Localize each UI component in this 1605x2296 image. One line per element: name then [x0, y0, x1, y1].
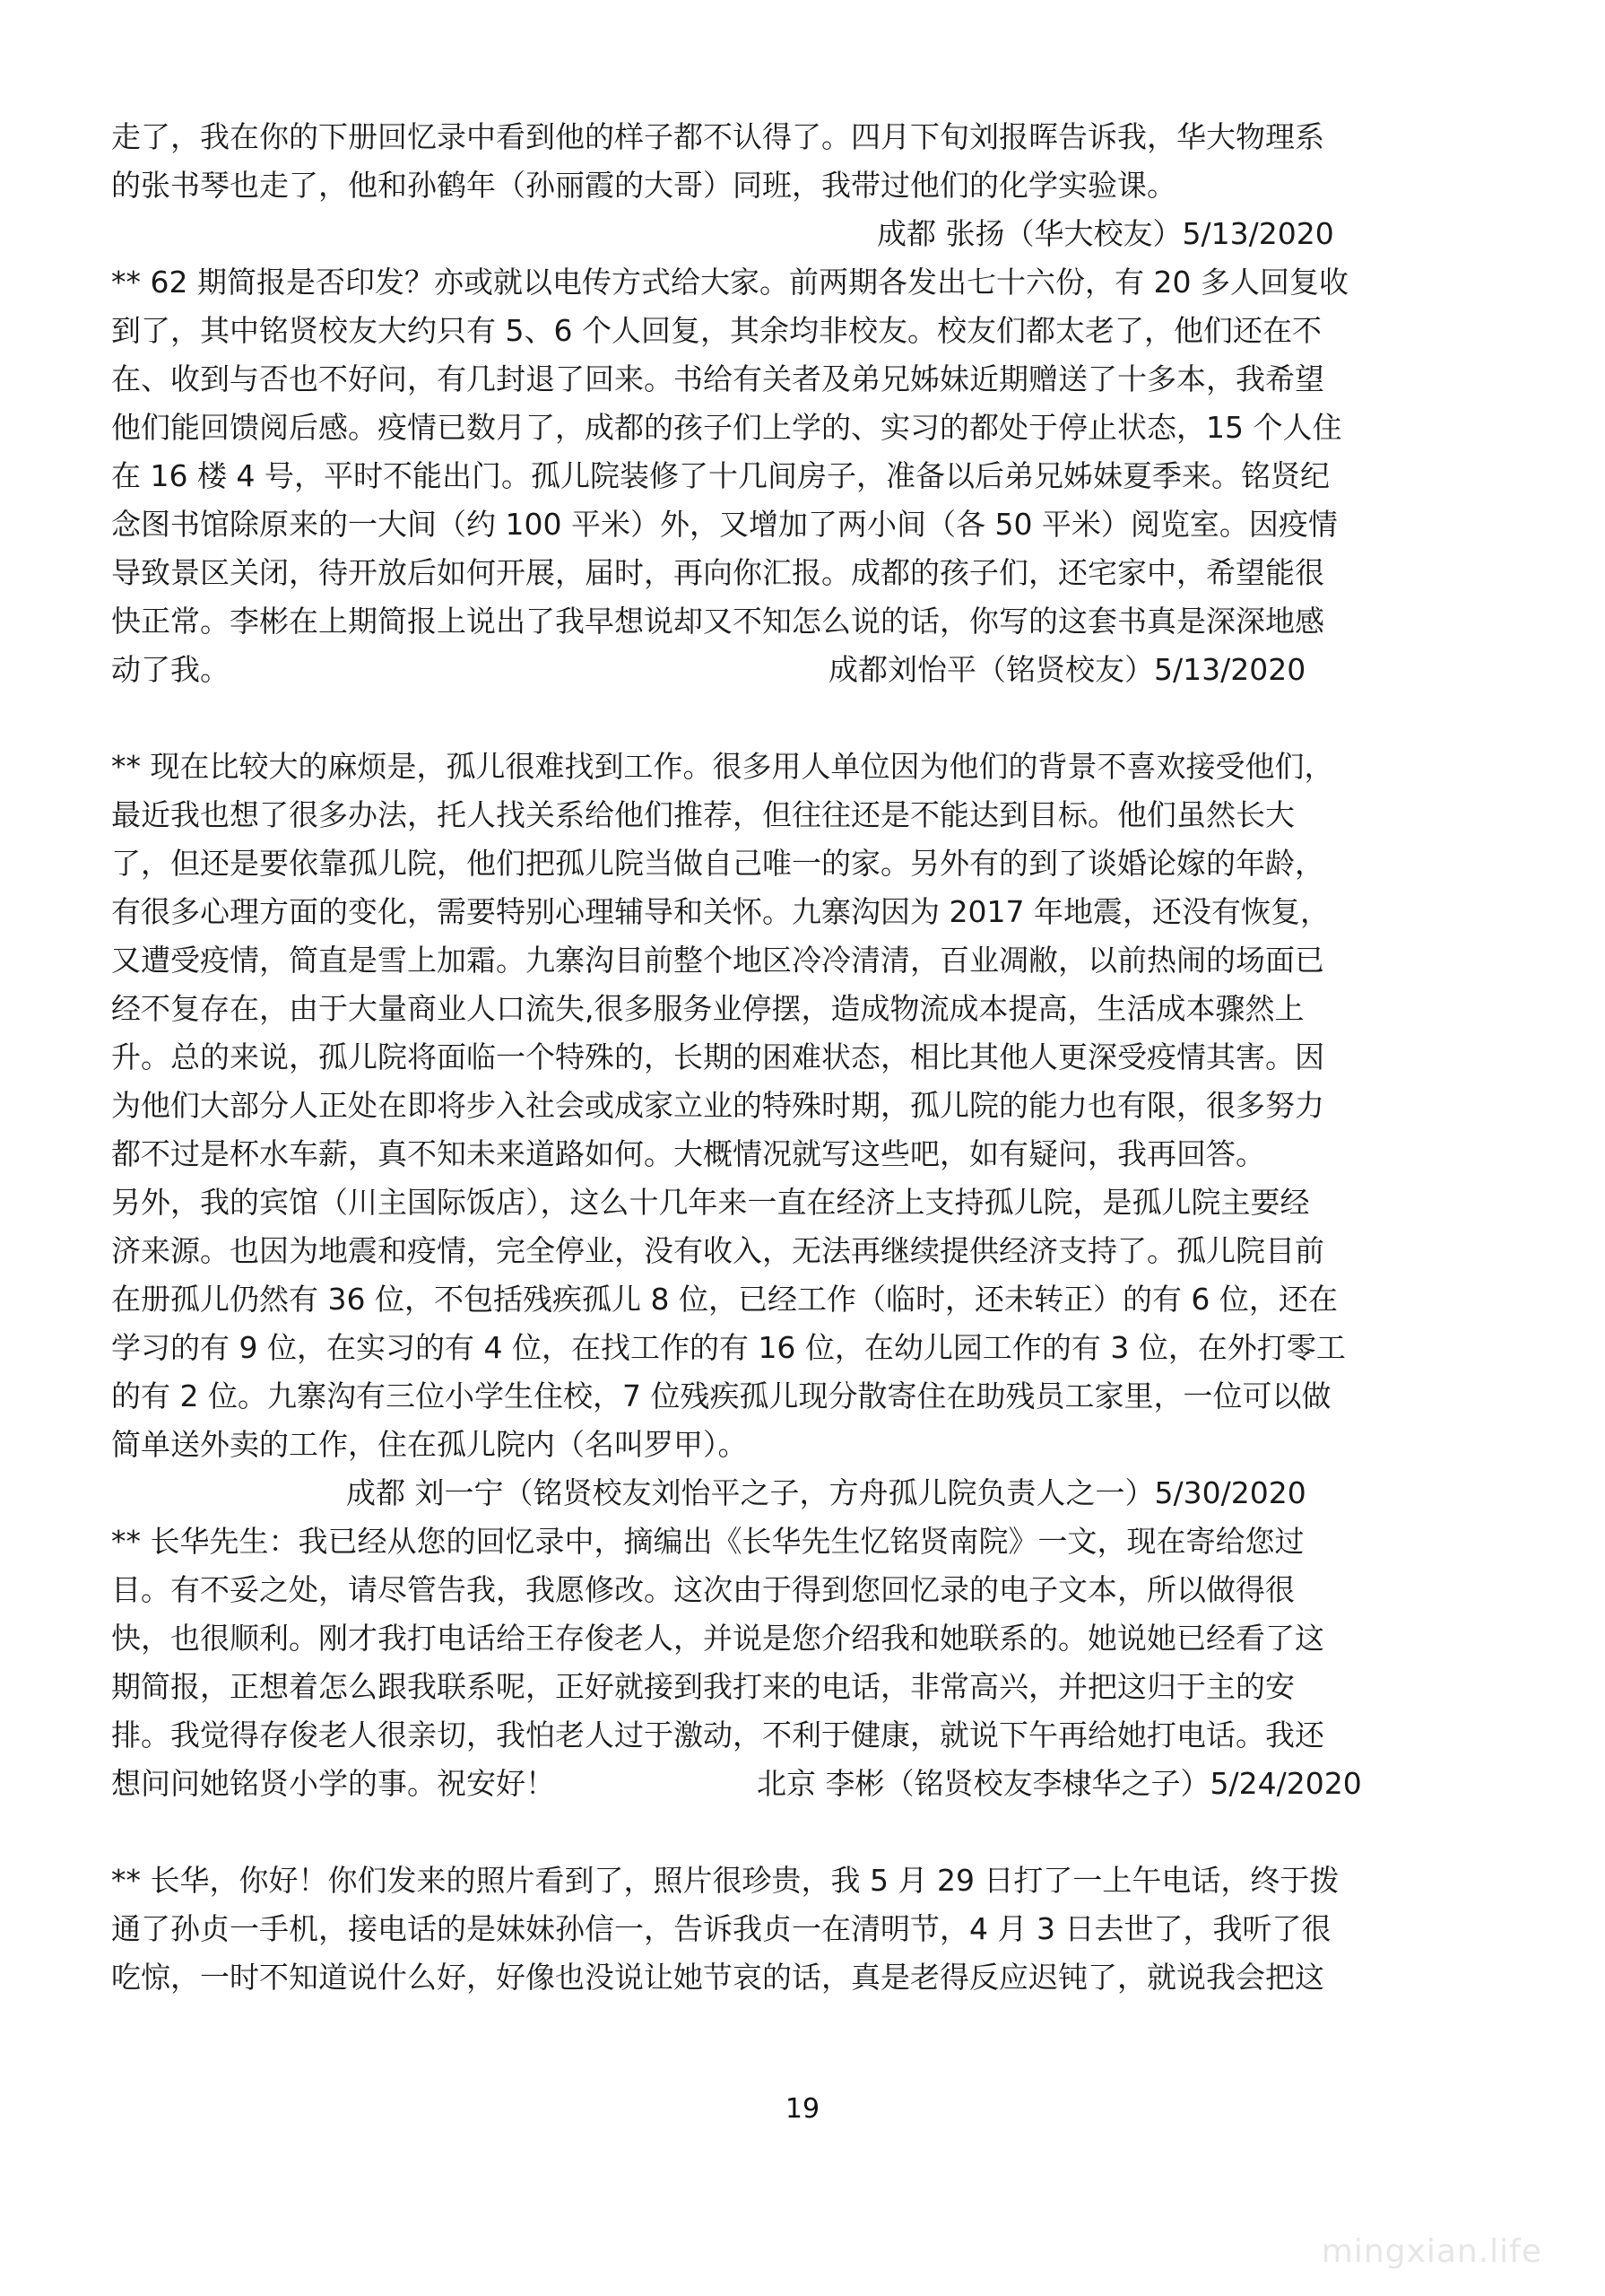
text-line: ** 62 期简报是否印发？亦或就以电传方式给大家。前两期各发出七十六份，有 20 多人回复收 — [111, 265, 1349, 300]
text-line: 的有 2 位。九寨沟有三位小学生住校，7 位残疾孤儿现分散寄住在助残员工家里，一位可以做 — [111, 1378, 1332, 1413]
text-line: 期简报，正想着怎么跟我联系呢，正好就接到我打来的电话，非常高兴，并把这归于主的安 — [111, 1669, 1295, 1704]
text-line-with-signature — [111, 646, 1483, 694]
letter-li-bin — [111, 1518, 1483, 1808]
text-line: 了，但还是要依靠孤儿院，他们把孤儿院当做自己唯一的家。另外有的到了谈婚论嫁的年龄， — [111, 846, 1324, 881]
text-line: 都不过是杯水车薪，真不知未来道路如何。大概情况就写这些吧，如有疑问，我再回答。 — [111, 1136, 1265, 1171]
watermark: mingxian.life — [1321, 2233, 1542, 2270]
text-line: 目。有不妥之处，请尽管告我，我愿修改。这次由于得到您回忆录的电子文本，所以做得很 — [111, 1572, 1295, 1607]
text-line: 快正常。李彬在上期简报上说出了我早想说却又不知怎么说的话，你写的这套书真是深深地感 — [111, 604, 1324, 639]
text-line-end: 想问问她铭贤小学的事。祝安好！ — [111, 1766, 555, 1801]
text-line: 经不复存在，由于大量商业人口流失,很多服务业停摆，造成物流成本提高，生活成本骤然上 — [111, 991, 1305, 1026]
text-line-with-signature — [111, 1760, 1483, 1808]
document-body — [111, 113, 1483, 2002]
signature: 成都 刘一宁（铭贤校友刘怡平之子，方舟孤儿院负责人之一）5/30/2020 — [346, 1475, 1306, 1510]
letter-liu-yiping — [111, 258, 1483, 694]
signature: 成都刘怡平（铭贤校友）5/13/2020 — [829, 652, 1306, 687]
text-line: 快，也很顺利。刚才我打电话给王存俊老人，并说是您介绍我和她联系的。她说她已经看了这 — [111, 1621, 1324, 1656]
paragraph-gap — [111, 1808, 1483, 1857]
text-line: 在、收到与否也不好问，有几封退了回来。书给有关者及弟兄姊妹近期赠送了十多本，我希望 — [111, 361, 1324, 396]
text-line: 到了，其中铭贤校友大约只有 5、6 个人回复，其余均非校友。校友们都太老了，他们还在不 — [111, 313, 1322, 348]
text-line: 最近我也想了很多办法，托人找关系给他们推荐，但往往还是不能达到目标。他们虽然长大 — [111, 797, 1295, 832]
text-line: 升。总的来说，孤儿院将面临一个特殊的，长期的困难状态，相比其他人更深受疫情其害。因 — [111, 1039, 1324, 1074]
text-line: 排。我觉得存俊老人很亲切，我怕老人过于激动，不利于健康，就说下午再给她打电话。我还 — [111, 1718, 1324, 1752]
text-line: 济来源。也因为地震和疫情，完全停业，没有收入，无法再继续提供经济支持了。孤儿院目前 — [111, 1233, 1324, 1268]
text-line: 通了孙贞一手机，接电话的是妹妹孙信一，告诉我贞一在清明节，4 月 3 日去世了，我听了很 — [111, 1911, 1332, 1946]
text-line: 的张书琴也走了，他和孙鹤年（孙丽霞的大哥）同班，我带过他们的化学实验课。 — [111, 168, 1176, 203]
text-line-end: 动了我。 — [111, 652, 230, 687]
signature: 北京 李彬（铭贤校友李棣华之子）5/24/2020 — [757, 1766, 1362, 1801]
letter-zhang-yang — [111, 113, 1483, 258]
text-line: 在 16 楼 4 号，平时不能出门。孤儿院装修了十几间房子，准备以后弟兄姊妹夏季来。铭贤纪 — [111, 458, 1330, 493]
text-line: 在册孤儿仍然有 36 位，不包括残疾孤儿 8 位，已经工作（临时，还未转正）的有 6 位，还在 — [111, 1282, 1338, 1317]
letter-changhua — [111, 1857, 1483, 2002]
text-line: 学习的有 9 位，在实习的有 4 位，在找工作的有 16 位，在幼儿园工作的有 3 位，在外打零工 — [111, 1330, 1346, 1365]
text-line: ** 长华，你好！你们发来的照片看到了，照片很珍贵，我 5 月 29 日打了一上午电话，终于拨 — [111, 1863, 1340, 1898]
text-line: 另外，我的宾馆（川主国际饭店），这么十几年来一直在经济上支持孤儿院，是孤儿院主要经 — [111, 1185, 1310, 1220]
text-line: 有很多心理方面的变化，需要特别心理辅导和关怀。九寨沟因为 2017 年地震，还没有恢复， — [111, 894, 1330, 929]
text-line: 吃惊，一时不知道说什么好，好像也没说让她节哀的话，真是老得反应迟钝了，就说我会把这 — [111, 1960, 1324, 1995]
text-line: 走了，我在你的下册回忆录中看到他的样子都不认得了。四月下旬刘报晖告诉我，华大物理系 — [111, 119, 1324, 154]
page-number: 19 — [785, 2093, 820, 2125]
paragraph-gap — [111, 694, 1483, 743]
text-line: 简单送外卖的工作，住在孤儿院内（名叫罗甲）。 — [111, 1427, 748, 1462]
signature: 成都 张扬（华大校友）5/13/2020 — [877, 216, 1334, 251]
text-line: ** 长华先生：我已经从您的回忆录中，摘编出《长华先生忆铭贤南院》一文，现在寄给您过 — [111, 1524, 1305, 1559]
letter-liu-yining — [111, 743, 1483, 1518]
text-line: 他们能回馈阅后感。疫情已数月了，成都的孩子们上学的、实习的都处于停止状态，15 个人住 — [111, 410, 1342, 445]
text-line: 又遭受疫情，简直是雪上加霜。九寨沟目前整个地区冷冷清清，百业凋敝，以前热闹的场面已 — [111, 943, 1324, 978]
text-line: 导致景区关闭，待开放后如何开展，届时，再向你汇报。成都的孩子们，还宅家中，希望能很 — [111, 555, 1324, 590]
text-line: 念图书馆除原来的一大间（约 100 平米）外，又增加了两小间（各 50 平米）阅览室。因疫情 — [111, 507, 1338, 542]
text-line: 为他们大部分人正处在即将步入社会或成家立业的特殊时期，孤儿院的能力也有限，很多努力 — [111, 1088, 1324, 1123]
text-line: ** 现在比较大的麻烦是，孤儿很难找到工作。很多用人单位因为他们的背景不喜欢接受他们， — [111, 749, 1334, 784]
